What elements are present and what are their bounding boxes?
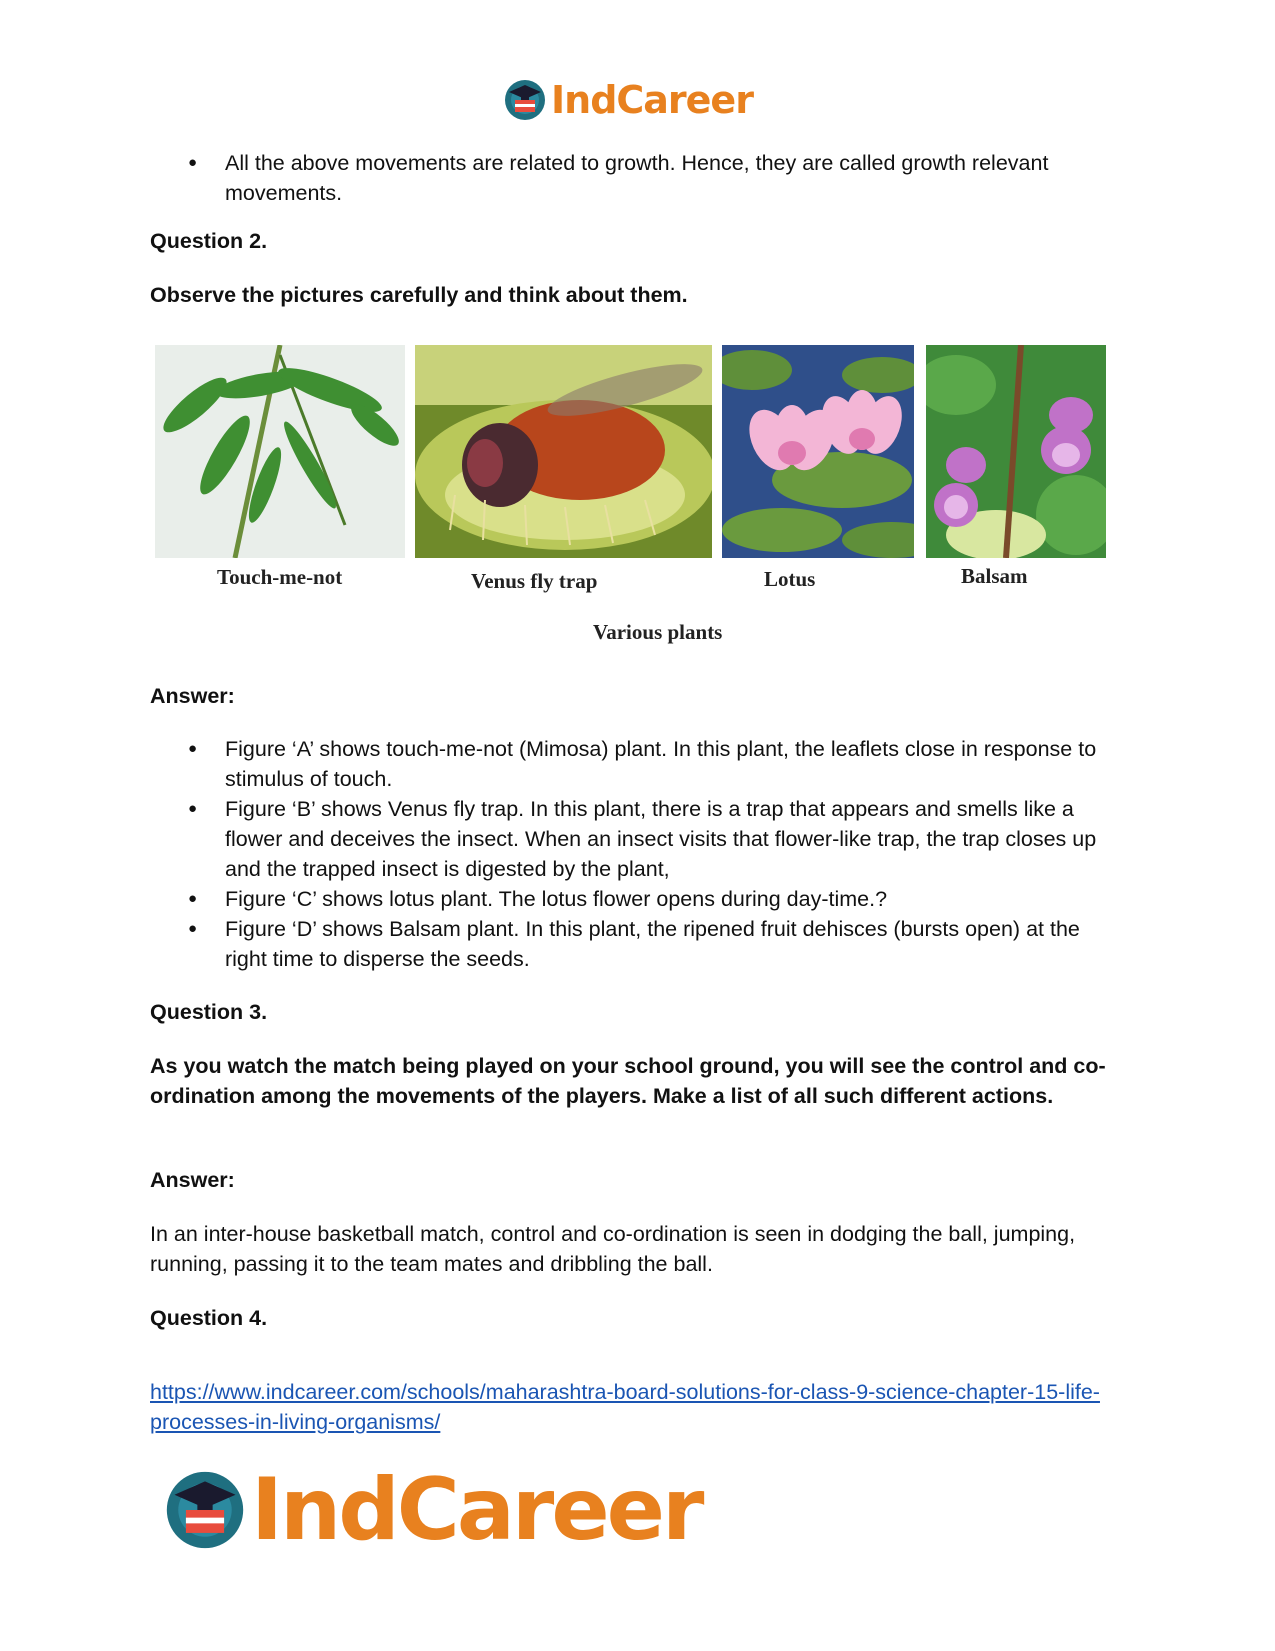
list-item: ● Figure ‘B’ shows Venus fly trap. In this plant, there is a trap that appears and smells like a flower and deceives the insect. When an insect visits that flower-like trap, the trap closes up and the trapped insect is digested by the plant,	[150, 794, 1125, 884]
venus-fly-trap-image	[415, 345, 712, 558]
figure-caption-lotus: Lotus	[764, 567, 816, 591]
logo-text: IndCareer	[551, 78, 753, 122]
question-4-label: Question 4.	[150, 1306, 268, 1330]
list-item: ● Figure ‘D’ shows Balsam plant. In this plant, the ripened fruit dehisces (bursts open) at the right time to disperse the seeds.	[150, 914, 1125, 974]
question-2-answer-label: Answer:	[150, 684, 235, 708]
question-2-label: Question 2.	[150, 229, 268, 253]
figure-caption-touch-me-not: Touch-me-not	[217, 565, 343, 589]
footer-link-wrapper	[150, 1377, 1125, 1437]
intro-bullet-list	[150, 148, 1125, 208]
touch-me-not-image	[155, 345, 405, 558]
question-3-answer-label: Answer:	[150, 1168, 235, 1192]
list-item: ● All the above movements are related to growth. Hence, they are called growth relevant movements.	[150, 148, 1125, 208]
graduation-cap-icon	[163, 1468, 247, 1552]
logo-text: IndCareer	[251, 1460, 702, 1560]
figure-caption-balsam: Balsam	[961, 564, 1028, 588]
list-item: ● Figure ‘A’ shows touch-me-not (Mimosa) plant. In this plant, the leaflets close in response to stimulus of touch.	[150, 734, 1125, 794]
question-2-prompt: Observe the pictures carefully and think about them.	[150, 283, 688, 307]
footer-logo	[163, 1460, 701, 1560]
lotus-image	[722, 345, 914, 558]
question-3-answer-text: In an inter-house basketball match, control and co-ordination is seen in dodging the ball, jumping, running, passing it to the team mates and dribbling the ball.	[150, 1222, 1076, 1276]
balsam-image	[926, 345, 1106, 558]
question-2-answer-list	[150, 734, 1125, 974]
question-3-prompt: As you watch the match being played on your school ground, you will see the control and co-ordination among the movements of the players. Make a list of all such different actions.	[150, 1054, 1106, 1108]
figure-caption-venus-fly-trap: Venus fly trap	[471, 569, 598, 593]
header-logo	[503, 78, 753, 122]
question-3-label: Question 3.	[150, 1000, 268, 1024]
graduation-cap-icon	[503, 78, 547, 122]
source-link[interactable]: https://www.indcareer.com/schools/maharashtra-board-solutions-for-class-9-science-chapter-15-life-processes-in-living-organisms/	[150, 1380, 1100, 1434]
list-item: ● Figure ‘C’ shows lotus plant. The lotus flower opens during day-time.?	[150, 884, 1125, 914]
figure-title: Various plants	[593, 620, 723, 644]
